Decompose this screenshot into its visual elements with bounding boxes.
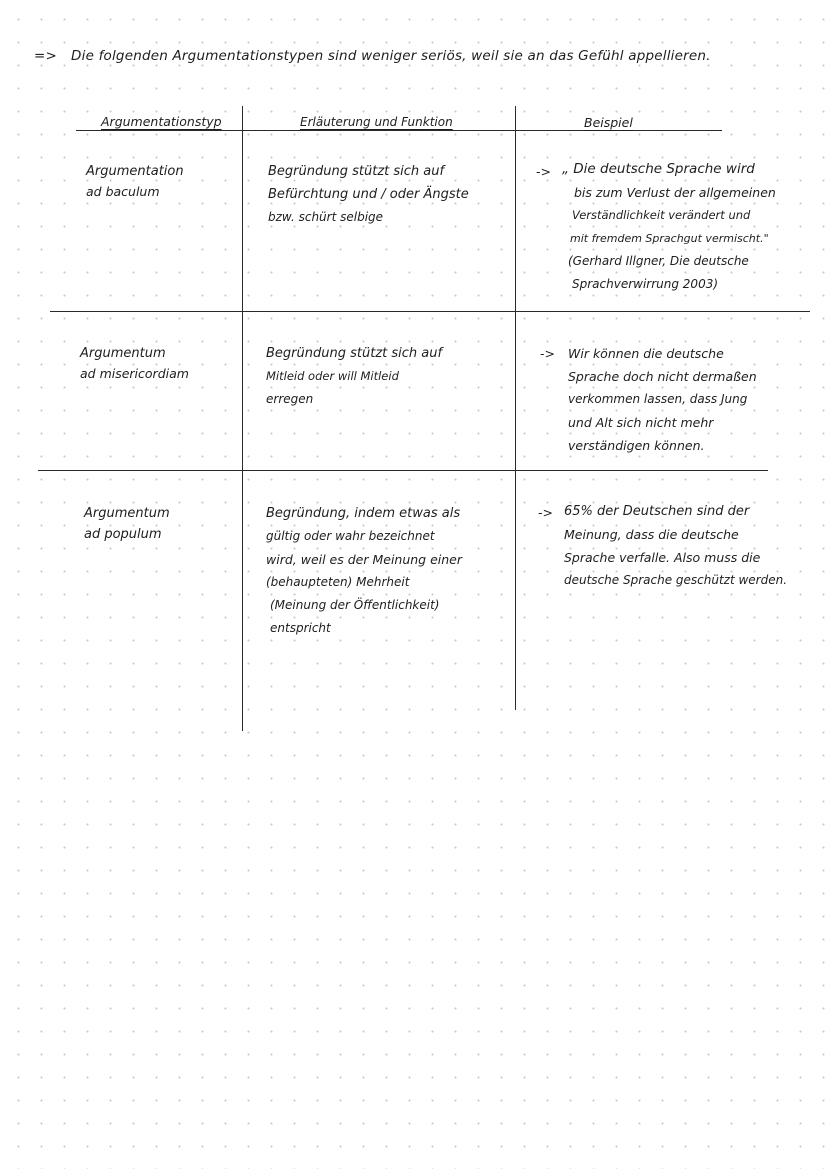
row-1-type-line: Argumentation (86, 164, 184, 179)
row-2-example-line: und Alt sich nicht mehr (568, 415, 714, 430)
row-2-example (568, 342, 757, 457)
intro-line (34, 48, 711, 64)
row-2-example-line: Wir können die deutsche (568, 346, 724, 361)
row-1-example (562, 158, 776, 296)
row-2-explanation-line: Mitleid oder will Mitleid (266, 369, 399, 383)
row-2-explanation (266, 342, 442, 411)
row-1-type (86, 160, 184, 203)
row-2-arrow: -> (540, 346, 555, 361)
row-2-explanation-line: erregen (266, 392, 314, 406)
row-3-arrow: -> (538, 505, 553, 520)
row-3-explanation-line: entspricht (270, 621, 331, 635)
row-2-type-line: Argumentum (80, 346, 166, 361)
row-1-example-line: „ Die deutsche Sprache wird (562, 161, 755, 177)
row-1-example-line: mit fremdem Sprachgut vermischt." (570, 232, 769, 245)
row-3-explanation-line: Begründung, indem etwas als (266, 506, 461, 521)
row-2-explanation-line: Begründung stützt sich auf (266, 346, 443, 361)
row-1-explanation-line: bzw. schürt selbige (268, 210, 384, 224)
row-2-type-line: ad misericordiam (80, 366, 189, 381)
row-1-example-line: (Gerhard Illgner, Die deutsche (568, 254, 749, 268)
row-1-arrow: -> (536, 164, 551, 179)
row-1-type-line: ad baculum (86, 184, 160, 199)
row-divider-1 (50, 311, 810, 312)
row-3-example (564, 500, 787, 592)
column-divider-2 (515, 106, 516, 710)
row-1-explanation-line: Begründung stützt sich auf (268, 164, 445, 179)
row-2-example-line: Sprache doch nicht dermaßen (568, 369, 757, 384)
row-3-type (84, 502, 170, 546)
row-3-type-line: ad populum (84, 527, 162, 542)
row-2-example-line: verständigen können. (568, 438, 705, 453)
header-erlaeuterung: Erläuterung und Funktion (300, 115, 453, 129)
header-beispiel: Beispiel (584, 115, 633, 130)
row-3-example-line: Meinung, dass die deutsche (564, 527, 739, 542)
row-3-type-line: Argumentum (84, 506, 170, 521)
row-2-example-line: verkommen lassen, dass Jung (568, 392, 748, 406)
row-1-explanation (268, 160, 469, 229)
header-underline (76, 130, 722, 131)
row-1-example-line: bis zum Verlust der allgemeinen (574, 185, 776, 200)
row-1-explanation-line: Befürchtung und / oder Ängste (268, 187, 469, 202)
row-3-explanation-line: gültig oder wahr bezeichnet (266, 529, 435, 543)
intro-arrow: => (34, 48, 58, 64)
row-3-example-line: Sprache verfalle. Also muss die (564, 550, 761, 565)
column-divider-1 (242, 106, 243, 731)
row-1-example-line: Sprachverwirrung 2003) (572, 277, 719, 291)
row-3-explanation-line: (Meinung der Öffentlichkeit) (270, 598, 440, 612)
row-3-example-line: 65% der Deutschen sind der (564, 504, 750, 519)
intro-text: Die folgenden Argumentationstypen sind weniger seriös, weil sie an das Gefühl appellieren. (71, 48, 711, 64)
header-argumentationstyp: Argumentationstyp (101, 114, 222, 129)
row-3-explanation-line: wird, weil es der Meinung einer (266, 552, 463, 567)
row-1-example-line: Verständlichkeit verändert und (572, 208, 751, 222)
row-3-example-line: deutsche Sprache geschützt werden. (564, 573, 788, 587)
row-3-explanation (266, 502, 462, 640)
row-2-type (80, 342, 189, 385)
row-3-explanation-line: (behaupteten) Mehrheit (266, 575, 410, 589)
row-divider-2 (38, 470, 768, 471)
